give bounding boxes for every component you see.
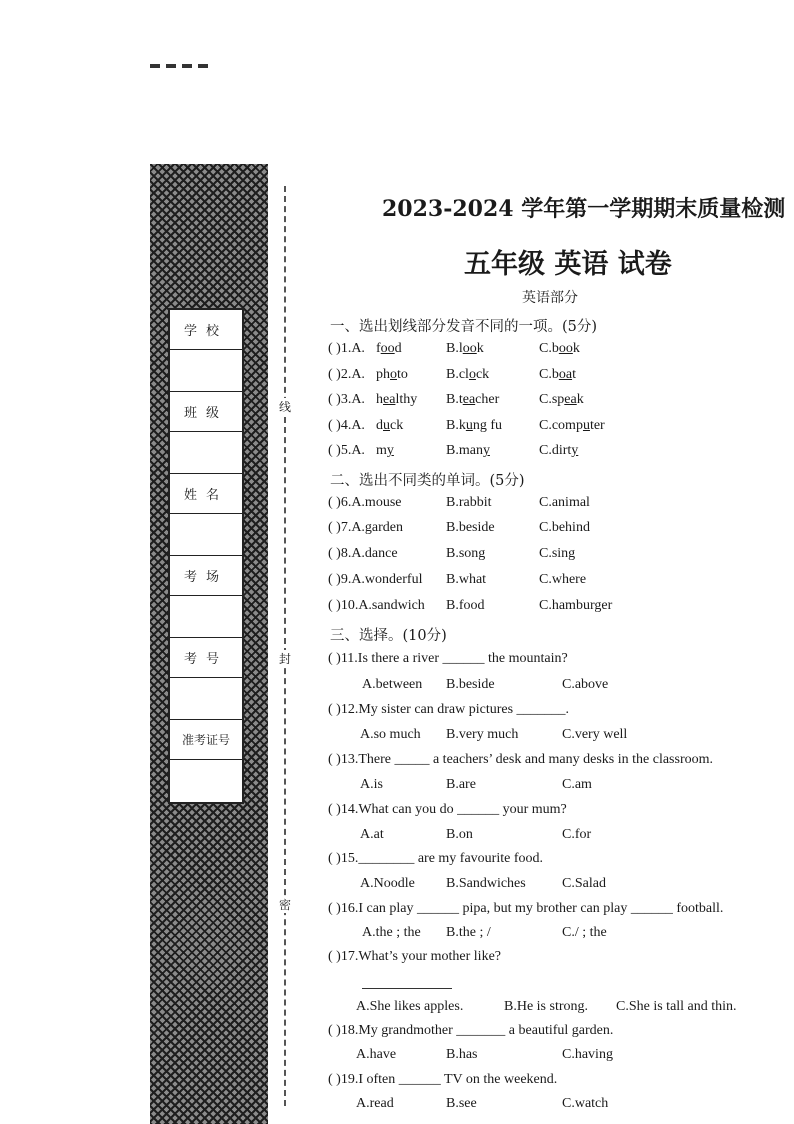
q12-b: B.very much [446, 727, 519, 742]
scan-mark [150, 64, 212, 68]
exam-title: 2023-2024 学年第一学期期末质量检测 [382, 196, 786, 222]
label-exam-number: 考号 [170, 638, 242, 678]
q15-b: B.Sandwiches [446, 876, 526, 891]
q19-a: A.read [356, 1096, 394, 1111]
q2-number: ( )2.A. [328, 367, 365, 382]
q19-c: C.watch [562, 1096, 609, 1111]
question-18-stem: ( )18.My grandmother _______ a beautiful garden. [328, 1023, 614, 1038]
section-2-heading: 二、选出不同类的单词。(5分) [330, 473, 525, 489]
q1-option-b: B.look [446, 341, 484, 356]
field-name[interactable] [170, 514, 242, 556]
q9-c: C.where [539, 572, 587, 587]
q10-b: B.food [446, 598, 485, 613]
q12-a: A.so much [360, 727, 421, 742]
q3-option-c: C.speak [539, 392, 584, 407]
field-school[interactable] [170, 350, 242, 392]
q6-c: C.animal [539, 495, 590, 510]
q9-a: ( )9.A.wonderful [328, 572, 423, 587]
seal-char-line: 线 [276, 398, 294, 415]
q15-c: C.Salad [562, 876, 606, 891]
question-14-stem: ( )14.What can you do ______ your mum? [328, 802, 567, 817]
q7-c: C.behind [539, 520, 590, 535]
q14-c: C.for [562, 827, 592, 842]
field-exam-number[interactable] [170, 678, 242, 720]
question-16-stem: ( )16.I can play ______ pipa, but my brother can play ______ football. [328, 901, 724, 916]
field-admission-ticket[interactable] [170, 760, 242, 802]
q14-a: A.at [360, 827, 384, 842]
q1-option-a: food [376, 341, 402, 356]
field-exam-room[interactable] [170, 596, 242, 638]
seal-char-seal: 封 [276, 650, 294, 667]
q13-a: A.is [360, 777, 383, 792]
question-17-stem: ( )17.What’s your mother like? [328, 949, 502, 964]
q7-a: ( )7.A.garden [328, 520, 404, 535]
q13-b: B.are [446, 777, 476, 792]
q18-b: B.has [446, 1047, 478, 1062]
part-label: 英语部分 [522, 290, 578, 306]
q6-a: ( )6.A.mouse [328, 495, 402, 510]
q2-option-a: photo [376, 367, 408, 382]
q1-number: ( )1.A. [328, 341, 365, 356]
q12-c: C.very well [562, 727, 628, 742]
q5-number: ( )5.A. [328, 443, 365, 458]
question-19-stem: ( )19.I often ______ TV on the weekend. [328, 1072, 558, 1087]
q17-c: C.She is tall and thin. [616, 999, 737, 1014]
q8-c: C.sing [539, 546, 576, 561]
q15-a: A.Noodle [360, 876, 415, 891]
question-12-stem: ( )12.My sister can draw pictures _______. [328, 702, 570, 717]
q3-option-a: healthy [376, 392, 418, 407]
seal-line [284, 186, 286, 1106]
q4-number: ( )4.A. [328, 418, 365, 433]
answer-line-17 [362, 988, 452, 989]
q14-b: B.on [446, 827, 473, 842]
q11-c: C.above [562, 677, 609, 692]
q8-a: ( )8.A.dance [328, 546, 398, 561]
q17-b: B.He is strong. [504, 999, 588, 1014]
question-15-stem: ( )15.________ are my favourite food. [328, 851, 543, 866]
q9-b: B.what [446, 572, 487, 587]
q19-b: B.see [446, 1096, 477, 1111]
question-13-stem: ( )13.There _____ a teachers’ desk and many desks in the classroom. [328, 752, 714, 767]
label-school: 学校 [170, 310, 242, 350]
q7-b: B.beside [446, 520, 495, 535]
q4-option-b: B.kung fu [446, 418, 503, 433]
q4-option-a: duck [376, 418, 404, 433]
question-11-stem: ( )11.Is there a river ______ the mountain? [328, 651, 568, 666]
q8-b: B.song [446, 546, 486, 561]
q10-c: C.hamburger [539, 598, 613, 613]
student-info-table [168, 308, 244, 804]
q11-a: A.between [362, 677, 423, 692]
q5-option-a: my [376, 443, 394, 458]
q16-b: B.the ; / [446, 925, 491, 940]
exam-subtitle: 五年级 英语 试卷 [464, 249, 672, 280]
q13-c: C.am [562, 777, 592, 792]
section-3-heading: 三、选择。(10分) [330, 628, 447, 644]
q2-option-b: B.clock [446, 367, 490, 382]
label-admission-ticket: 准考证号 [170, 720, 242, 760]
q5-option-b: B.many [446, 443, 490, 458]
seal-char-secret: 密 [276, 896, 294, 913]
q2-option-c: C.boat [539, 367, 576, 382]
q17-a: A.She likes apples. [356, 999, 464, 1014]
q16-c: C./ ; the [562, 925, 607, 940]
q18-c: C.having [562, 1047, 613, 1062]
q6-b: B.rabbit [446, 495, 492, 510]
q10-a: ( )10.A.sandwich [328, 598, 425, 613]
field-class[interactable] [170, 432, 242, 474]
q3-option-b: B.teacher [446, 392, 500, 407]
q5-option-c: C.dirty [539, 443, 579, 458]
label-class: 班级 [170, 392, 242, 432]
q18-a: A.have [356, 1047, 397, 1062]
q3-number: ( )3.A. [328, 392, 365, 407]
q16-a: A.the ; the [362, 925, 421, 940]
q1-option-c: C.book [539, 341, 580, 356]
q11-b: B.beside [446, 677, 495, 692]
section-1-heading: 一、选出划线部分发音不同的一项。(5分) [330, 319, 598, 335]
q4-option-c: C.computer [539, 418, 605, 433]
label-exam-room: 考场 [170, 556, 242, 596]
label-name: 姓名 [170, 474, 242, 514]
